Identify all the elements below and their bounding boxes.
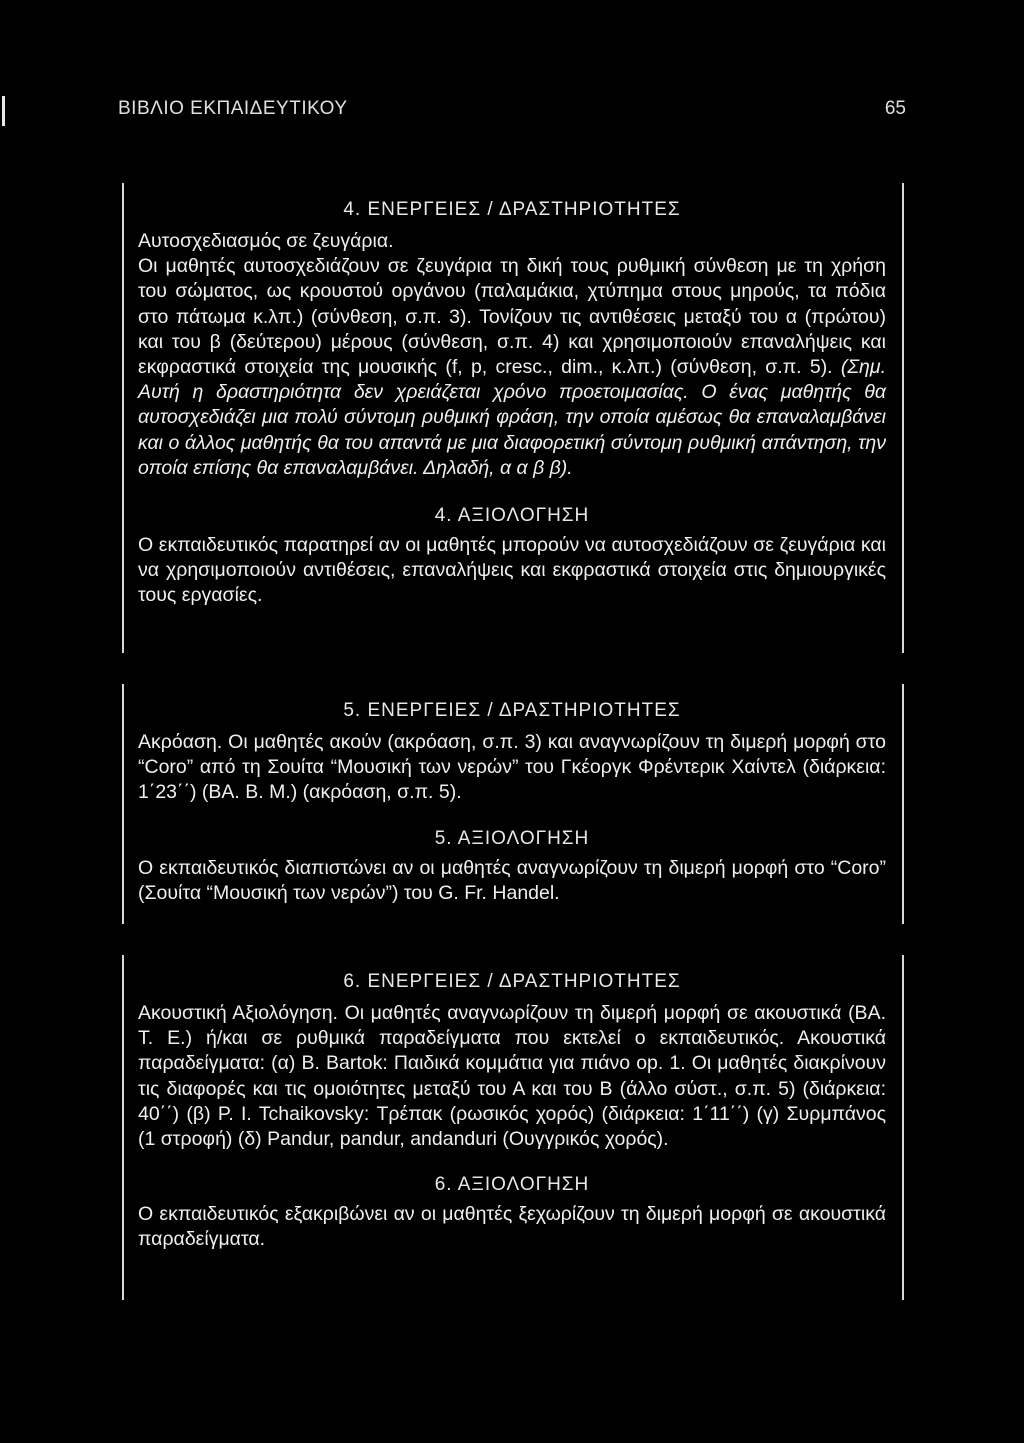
section-4-eval-body: Ο εκπαιδευτικός παρατηρεί αν οι μαθητές μπορούν να αυτοσχεδιάζουν σε ζευγάρια και να χρησιμοποιούν αντιθέσεις, επαναλήψεις και εκφραστικά στοιχεία στις δημιουργικές τους εργασίες.: [138, 534, 886, 607]
section-5-body: [138, 730, 886, 806]
section-6-eval-body: Ο εκπαιδευτικός εξακριβώνει αν οι μαθητές ξεχωρίζουν τη διμερή μορφή σε ακουστικά παραδείγματα.: [138, 1203, 886, 1251]
book-title: ΒΙΒΛΙΟ ΕΚΠΑΙΔΕΥΤΙΚΟΥ: [118, 98, 348, 119]
section-6-eval-title: 6. ΑΞΙΟΛΟΓΗΣΗ: [434, 1174, 590, 1196]
section-5-activity-title: 5. ΕΝΕΡΓΕΙΕΣ / ΔΡΑΣΤΗΡΙΟΤΗΤΕΣ: [343, 700, 681, 721]
section-4-note: (Σημ. Αυτή η δραστηριότητα δεν χρειάζεται χρόνο προετοιμασίας. Ο ένας μαθητής θα αυτοσχεδιάζει μια πολύ σύντομη ρυθμική φράση, την οποία αμέσως θα επαναλαμβάνει και ο άλλος μαθητής θα του απαντά με μια διαφορετική σύντομη ρυθμική απάντηση, την οποία επίσης θα επαναλαμβάνει. Δηλαδή, α α β β).: [138, 356, 886, 479]
section-6-body-text: Οι μαθητές αναγνωρίζουν τη διμερή μορφή σε ακουστικά (ΒΑ. Τ. Ε.) ή/και σε ρυθμικά παραδείγματα που εκτελεί ο εκπαιδευτικός. Ακουστικά παραδείγματα: (α) B. Bartok: Παιδικά κομμάτια για πιάνο op. 1. Οι μαθητές διακρίνουν τις διαφορές και τις ομοιότητες μεταξύ του Α και του Β (άλλο σύστ., σ.π. 5) (διάρκεια: 40΄΄) (β) P. I. Tchaikovsky: Τρέπακ (ρωσικός χορός) (διάρκεια: 1΄11΄΄) (γ) Συρμπάνος (1 στροφή) (δ) Pandur, pandur, andanduri (Ουγγρικός χορός).: [138, 1002, 886, 1151]
section-4-eval-title: 4. ΑΞΙΟΛΟΓΗΣΗ: [434, 505, 590, 527]
page-header: [0, 96, 1024, 126]
section-5-lead: Ακρόαση.: [138, 731, 223, 753]
section-6-body: [138, 1001, 886, 1152]
section-6-activity-title: 6. ΕΝΕΡΓΕΙΕΣ / ΔΡΑΣΤΗΡΙΟΤΗΤΕΣ: [343, 971, 681, 992]
section-4-body: [138, 254, 886, 481]
section-5-body-text: Οι μαθητές ακούν (ακρόαση, σ.π. 3) και αναγνωρίζουν τη διμερή μορφή στο “Coro” από τη Σουίτα “Μουσική των νερών” του Γκέοργκ Φρέντερικ Χαίντελ (διάρκεια: 1΄23΄΄) (ΒΑ. Β. Μ.) (ακρόαση, σ.π. 5).: [138, 731, 886, 804]
section-5-eval-body: Ο εκπαιδευτικός διαπιστώνει αν οι μαθητές αναγνωρίζουν τη διμερή μορφή στο “Coro” (Σουίτα “Μουσική των νερών”) του G. Fr. Handel.: [138, 856, 886, 904]
section-5-block: [122, 684, 904, 924]
section-6-block: [122, 955, 904, 1300]
section-5-eval-title: 5. ΑΞΙΟΛΟΓΗΣΗ: [434, 827, 590, 849]
margin-mark: [2, 96, 5, 126]
section-4-activity-title: 4. ΕΝΕΡΓΕΙΕΣ / ΔΡΑΣΤΗΡΙΟΤΗΤΕΣ: [343, 199, 681, 220]
section-4-lead: Αυτοσχεδιασμός σε ζευγάρια.: [138, 230, 394, 252]
page-number: 65: [884, 98, 906, 119]
section-4-body-text: Οι μαθητές αυτοσχεδιάζουν σε ζευγάρια τη δική τους ρυθμική σύνθεση με τη χρήση του σώματος, ως κρουστού οργάνου (παλαμάκια, χτύπημα στους μηρούς, τα πόδια στο πάτωμα κ.λπ.) (σύνθεση, σ.π. 3). Τονίζουν τις αντιθέσεις μεταξύ του α (πρώτου) και του β (δεύτερου) μέρους (σύνθεση, σ.π. 4) και χρησιμοποιούν επαναλήψεις και εκφραστικά στοιχεία της μουσικής (f, p, cresc., dim., κ.λπ.) (σύνθεση, σ.π. 5).: [138, 255, 886, 379]
section-6-lead: Ακουστική Αξιολόγηση.: [138, 1002, 338, 1024]
section-4-activity-text: [138, 229, 886, 254]
section-4-block: [122, 183, 904, 653]
